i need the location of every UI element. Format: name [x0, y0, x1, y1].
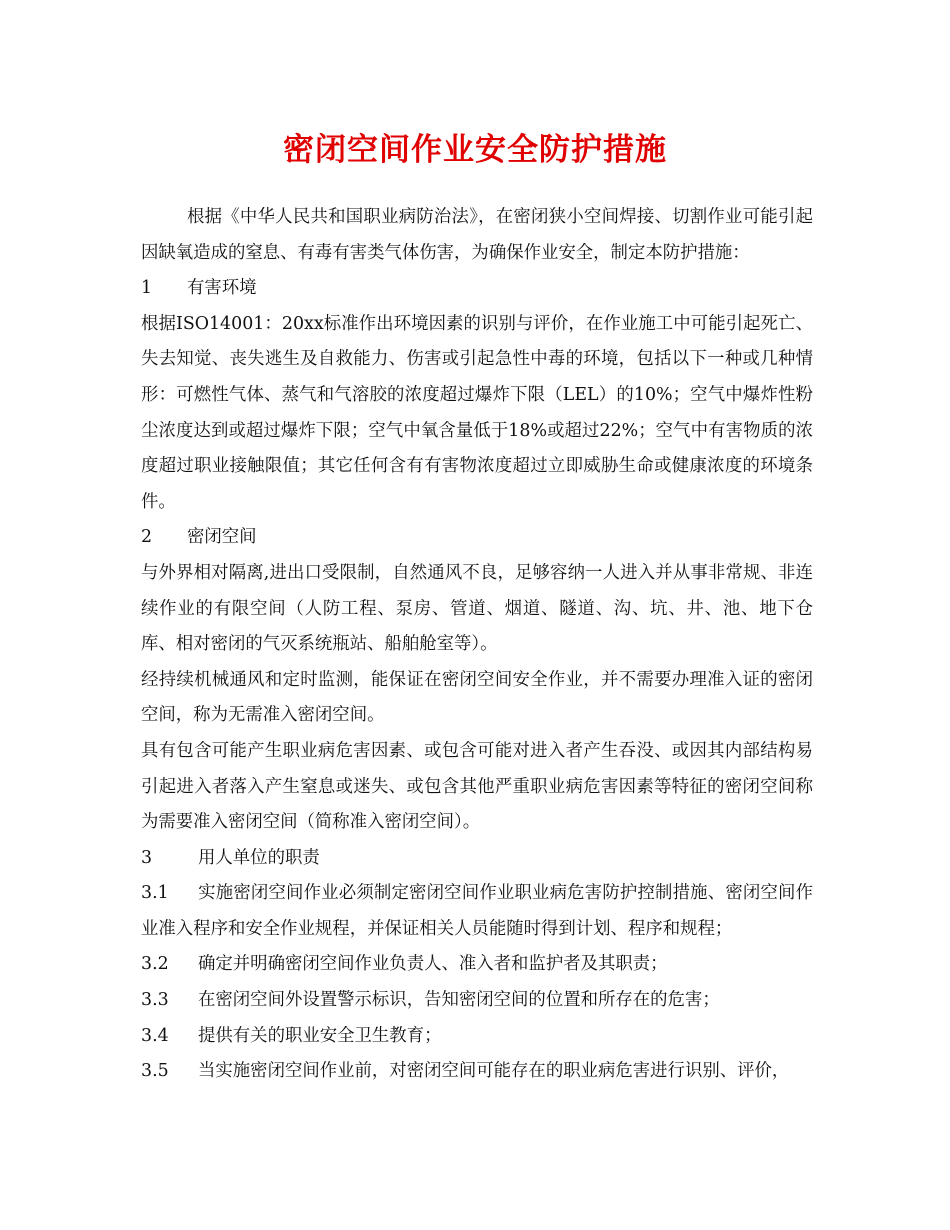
section-heading-text: 有害环境 — [187, 278, 257, 299]
item-text: 在密闭空间外设置警示标识，告知密闭空间的位置和所存在的危害； — [198, 990, 720, 1011]
list-item — [141, 1054, 813, 1090]
item-text: 当实施密闭空间作业前，对密闭空间可能存在的职业病危害进行识别、评价， — [198, 1061, 790, 1082]
item-number: 3.1 — [141, 883, 169, 904]
section-number: 3 — [141, 847, 153, 868]
section-heading-text: 用人单位的职责 — [198, 847, 320, 868]
list-item — [141, 876, 813, 947]
list-item — [141, 1019, 813, 1055]
section-heading-3 — [141, 841, 813, 877]
item-number: 3.4 — [141, 1025, 169, 1046]
item-text: 确定并明确密闭空间作业负责人、准入者和监护者及其职责； — [198, 954, 668, 975]
item-number: 3.3 — [141, 990, 169, 1011]
document-title: 密闭空间作业安全防护措施 — [283, 132, 667, 168]
section-heading-2 — [141, 520, 813, 556]
section-number: 2 — [141, 527, 153, 548]
item-number: 3.2 — [141, 954, 169, 975]
list-item — [141, 947, 813, 983]
section-1-paragraph: 根据ISO14001：20xx标准作出环境因素的识别与评价，在作业施工中可能引起死亡、失去知觉、丧失逃生及自救能力、伤害或引起急性中毒的环境，包括以下一种或几种情形：可燃性气体、蒸气和气溶胶的浓度超过爆炸下限（LEL）的10%；空气中爆炸性粉尘浓度达到或超过爆炸下限；空气中氧含量低于18%或超过22%；空气中有害物质的浓度超过职业接触限值；其它任何含有有害物浓度超过立即威胁生命或健康浓度的环境条件。 — [141, 313, 813, 512]
item-text: 提供有关的职业安全卫生教育； — [198, 1025, 442, 1046]
intro-paragraph: 根据《中华人民共和国职业病防治法》，在密闭狭小空间焊接、切割作业可能引起因缺氧造成的窒息、有毒有害类气体伤害，为确保作业安全，制定本防护措施： — [141, 207, 813, 263]
section-heading-1 — [141, 271, 813, 307]
section-heading-text: 密闭空间 — [187, 527, 257, 548]
document-body — [141, 200, 813, 1090]
item-number: 3.5 — [141, 1061, 169, 1082]
section-number: 1 — [141, 278, 153, 299]
section-2-paragraph-1: 与外界相对隔离,进出口受限制，自然通风不良，足够容纳一人进入并从事非常规、非连续作业的有限空间（人防工程、泵房、管道、烟道、隧道、沟、坑、井、池、地下仓库、相对密闭的气灭系统瓶站、船舶舱室等）。 — [141, 562, 813, 655]
item-text: 实施密闭空间作业必须制定密闭空间作业职业病危害防护控制措施、密闭空间作业准入程序和安全作业规程，并保证相关人员能随时得到计划、程序和规程； — [141, 883, 813, 939]
list-item — [141, 983, 813, 1019]
section-2-paragraph-3: 具有包含可能产生职业病危害因素、或包含可能对进入者产生吞没、或因其内部结构易引起进入者落入产生窒息或迷失、或包含其他严重职业病危害因素等特征的密闭空间称为需要准入密闭空间（简称准入密闭空间）。 — [141, 740, 813, 833]
section-2-paragraph-2: 经持续机械通风和定时监测，能保证在密闭空间安全作业，并不需要办理准入证的密闭空间，称为无需准入密闭空间。 — [141, 669, 813, 726]
